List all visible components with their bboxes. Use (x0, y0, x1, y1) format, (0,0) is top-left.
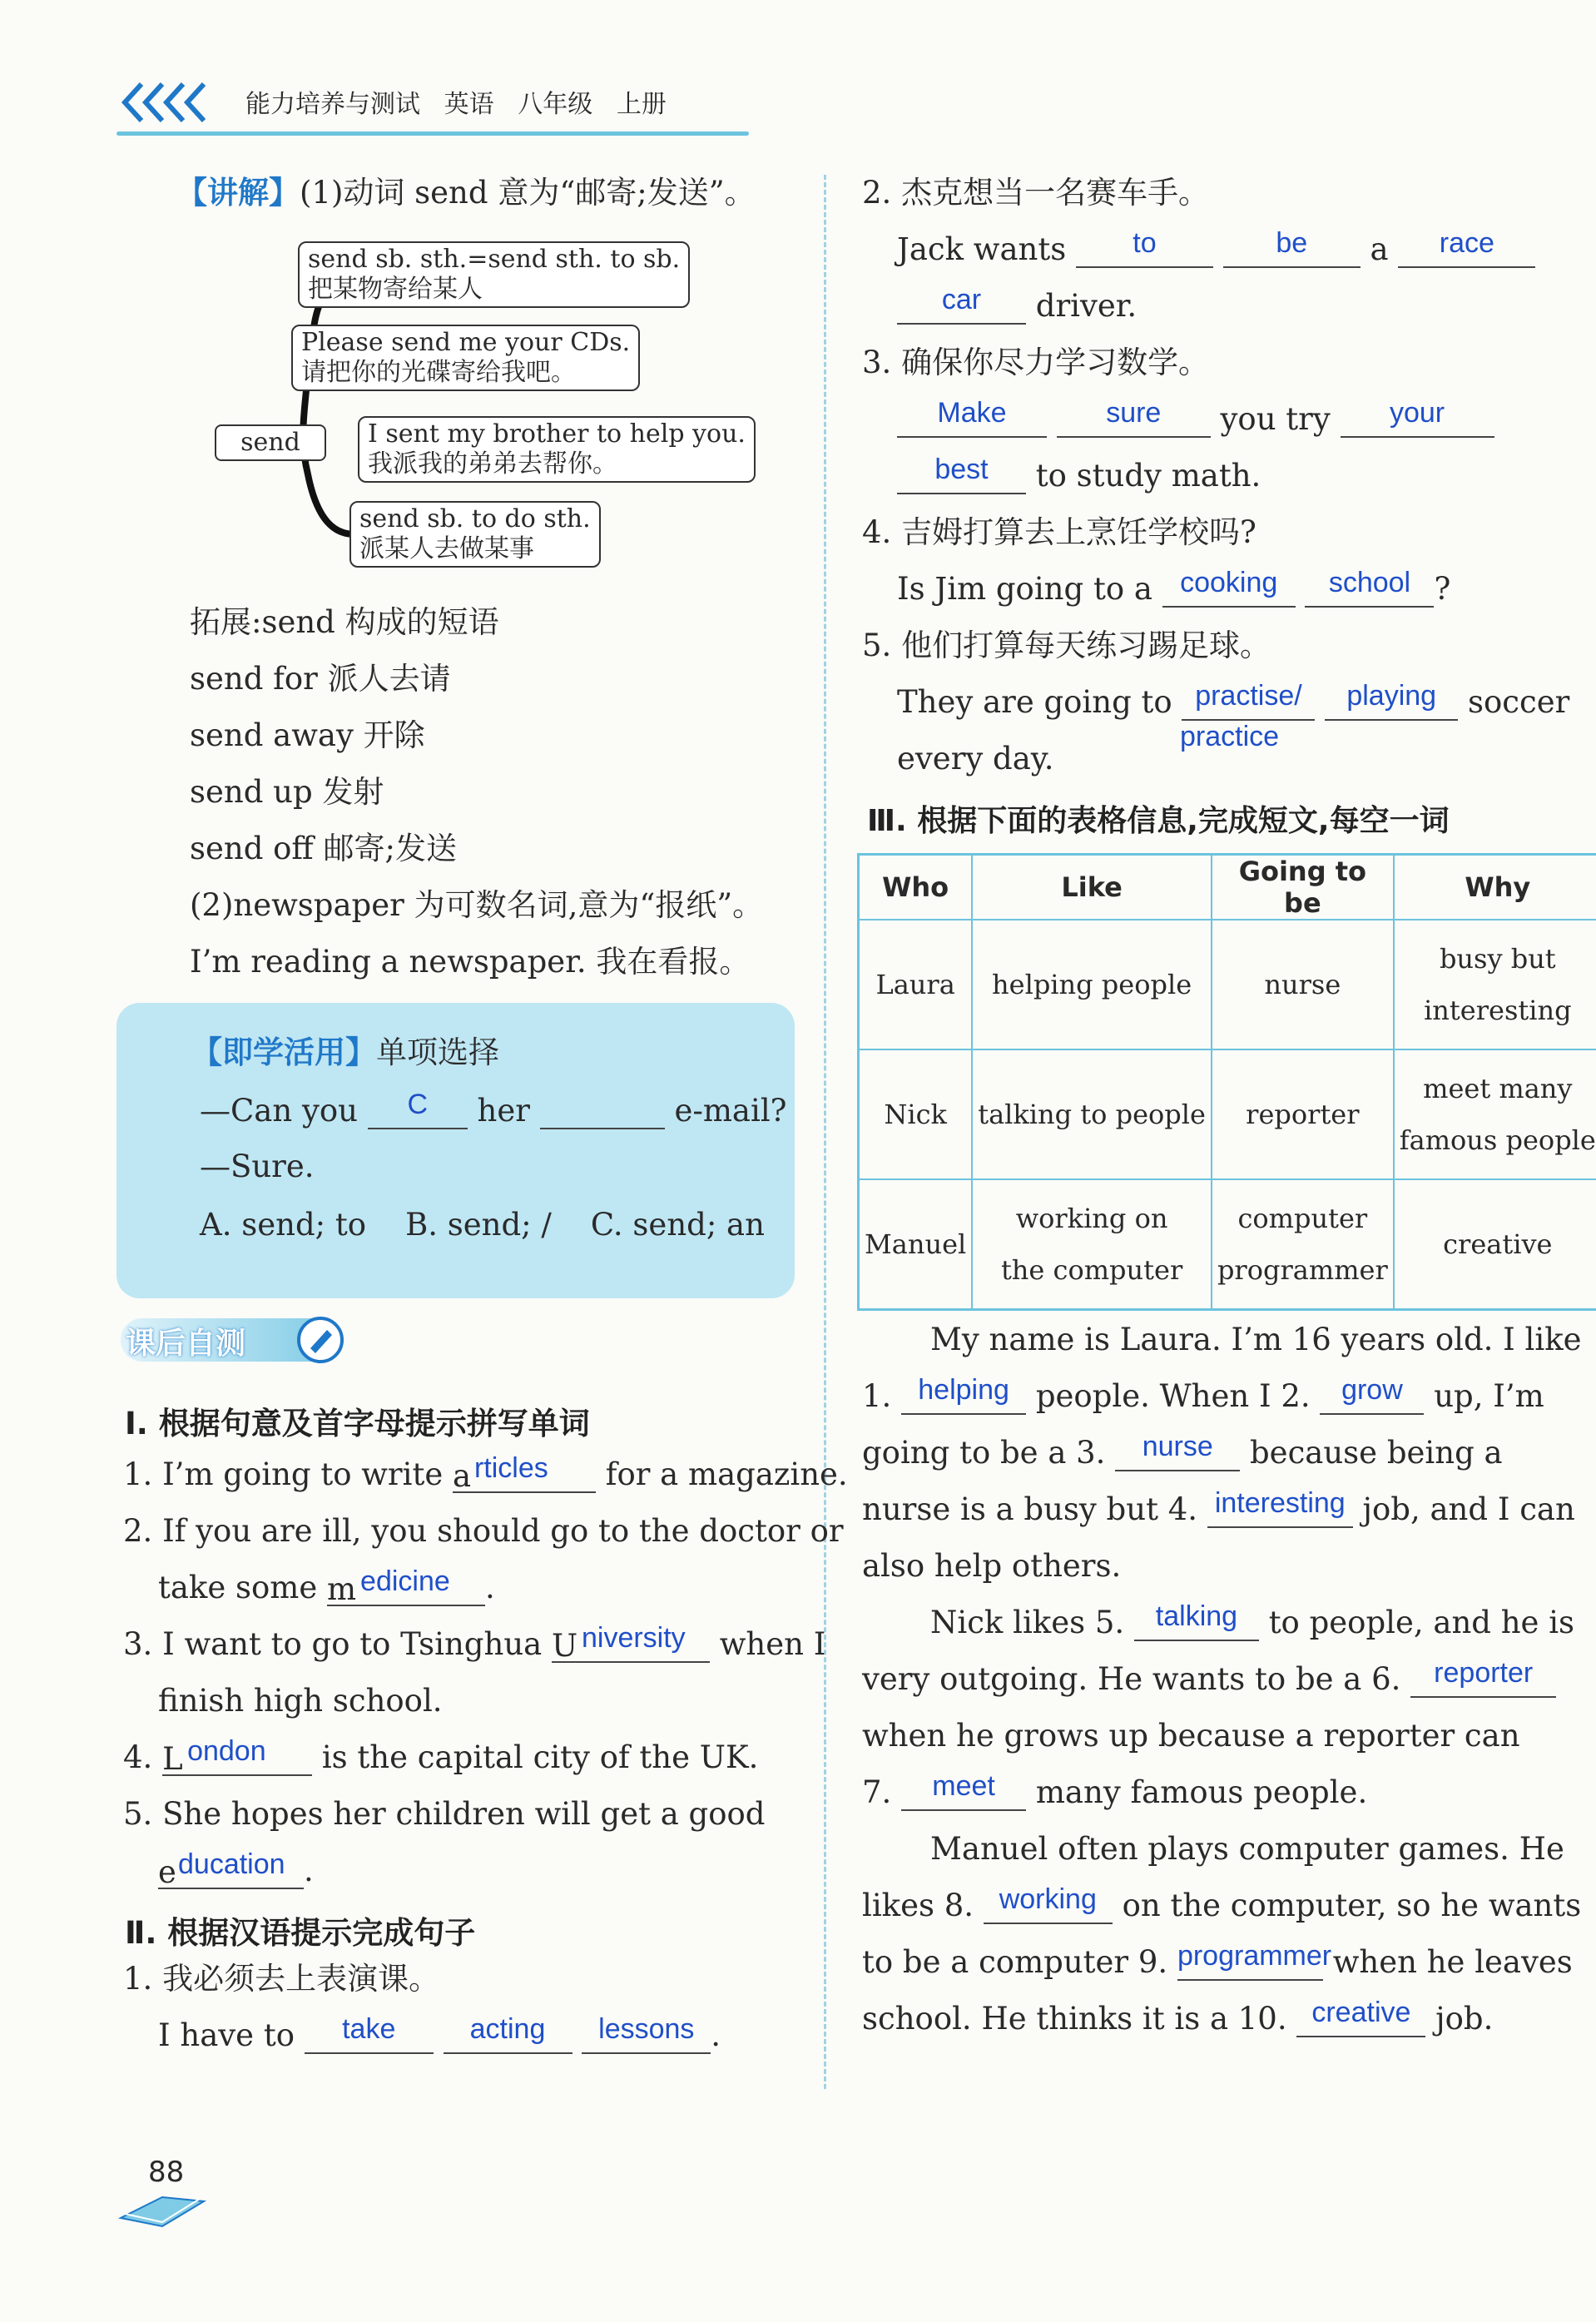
column-divider (824, 175, 826, 2089)
answer-blank[interactable]: school (1305, 573, 1434, 608)
header-rule (116, 131, 749, 136)
column-header: Going to be (1212, 855, 1394, 920)
cell-why: creative (1394, 1179, 1596, 1309)
practice-question: —Can you C her e-mail? (200, 1089, 787, 1129)
subject: 英语 (444, 90, 494, 119)
passage-line: when he grows up because a reporter can (862, 1718, 1520, 1754)
answer-blank[interactable]: nurse (1115, 1436, 1240, 1471)
cell-going: reporter (1212, 1049, 1394, 1179)
option-b: B. send; / (405, 1207, 552, 1243)
answer-blank[interactable]: be (1223, 233, 1361, 268)
passage-line: Manuel often plays computer games. He (930, 1831, 1564, 1867)
cell-going: nurse (1212, 920, 1394, 1049)
sec1-item-2a: 2. If you are ill, you should go to the doctor or (123, 1513, 844, 1549)
sec2-q5b: every day. (897, 741, 1054, 776)
passage-line: likes 8. working on the computer, so he wants (862, 1883, 1582, 1923)
chevrons-icon (116, 77, 225, 127)
cell-why: busy but interesting (1394, 920, 1596, 1049)
table-row (859, 920, 1596, 1049)
column-header: Who (859, 855, 973, 920)
passage-line: Nick likes 5. talking to people, and he is (930, 1600, 1575, 1640)
passage-line: also help others. (862, 1548, 1122, 1584)
cell-who: Manuel (859, 1179, 973, 1309)
answer-blank[interactable]: m edicine (327, 1571, 485, 1606)
diagram-box-1: send sb. sth.=send sth. to sb. 把某物寄给某人 (298, 241, 690, 308)
explain-line-1 (176, 175, 756, 211)
grade: 八年级 (518, 90, 593, 119)
page-number: 88 (148, 2156, 185, 2189)
cell-why: meet many famous people (1394, 1049, 1596, 1179)
diagram-box-4: send sb. to do sth. 派某人去做某事 (349, 501, 601, 568)
ext-item: send for 派人去请 (190, 661, 451, 697)
practice-panel (116, 1003, 795, 1298)
sec2-q5-cn: 5. 他们打算每天练习踢足球。 (862, 628, 1271, 663)
sec1-item-5a: 5. She hopes her children will get a good (123, 1796, 766, 1832)
sec1-item-5: e ducation . (158, 1848, 314, 1890)
sec2-q3-cn: 3. 确保你尽力学习数学。 (862, 345, 1210, 380)
sec2-q2-cn: 2. 杰克想当一名赛车手。 (862, 175, 1210, 211)
answer-blank[interactable]: Make (897, 403, 1047, 438)
ext-item: send off 邮寄;发送 (190, 831, 457, 866)
passage-line: school. He thinks it is a 10. creative job. (862, 1997, 1494, 2037)
answer-blank[interactable]: race (1398, 233, 1535, 268)
answer-blank[interactable]: C (368, 1094, 468, 1129)
answer-blank[interactable] (540, 1094, 665, 1129)
passage-line: 7. meet many famous people. (862, 1770, 1368, 1810)
sec1-item-1: 1. I’m going to write a rticles for a magazine. (123, 1452, 848, 1494)
answer-blank[interactable]: a rticles (453, 1458, 596, 1493)
passage-line: 1. helping people. When I 2. grow up, I’m (862, 1374, 1544, 1414)
answer-blank[interactable]: creative (1296, 2002, 1425, 2037)
pencil-icon (295, 1315, 345, 1365)
answer-blank[interactable]: to (1076, 233, 1213, 268)
cell-like: helping people (972, 920, 1212, 1049)
practice-label: 【即学活用】 (191, 1034, 376, 1070)
section-1-title: Ⅰ. 根据句意及首字母提示拼写单词 (125, 1406, 590, 1441)
section-3-title: Ⅲ. 根据下面的表格信息,完成短文,每空一词 (867, 804, 1450, 838)
diagram-center: send (215, 424, 326, 461)
answer-blank[interactable]: your (1341, 403, 1494, 438)
answer-blank[interactable]: interesting (1207, 1493, 1353, 1528)
sec2-q5: They are going to practise/ playing soccer (897, 680, 1570, 720)
answer-blank[interactable]: sure (1057, 403, 1211, 438)
answer-blank[interactable]: working (984, 1889, 1113, 1924)
answer-blank[interactable]: programmer (1177, 1946, 1323, 1981)
answer-blank[interactable]: practise/ (1182, 686, 1315, 721)
answer-blank[interactable]: playing (1325, 686, 1458, 721)
answer-blank[interactable]: reporter (1410, 1663, 1556, 1698)
explain-text: (1)动词 send 意为“邮寄;发送”。 (300, 175, 756, 211)
answer-blank[interactable]: acting (444, 2019, 572, 2054)
sec2-q3b: best to study math. (897, 458, 1261, 494)
sec2-q2b: car driver. (897, 288, 1137, 325)
self-test-label: 课后自测 (126, 1327, 246, 1361)
answer-blank[interactable]: helping (901, 1380, 1026, 1415)
table-row (859, 1179, 1596, 1309)
table-row (859, 1049, 1596, 1179)
diagram-box-3: I sent my brother to help you. 我派我的弟弟去帮你。 (358, 416, 756, 483)
sec1-item-3b: finish high school. (158, 1683, 443, 1719)
cell-going: computer programmer (1212, 1179, 1394, 1309)
volume: 上册 (616, 90, 667, 119)
sec1-item-2: take some m edicine . (158, 1565, 495, 1607)
answer-blank[interactable]: U niversity (552, 1628, 710, 1663)
answer-blank[interactable]: grow (1320, 1380, 1424, 1415)
ext-title: 拓展:send 构成的短语 (190, 604, 499, 640)
sec2-q5-alt-answer: practice (1180, 721, 1280, 752)
info-table (857, 853, 1596, 1311)
ext-item: send up 发射 (190, 774, 384, 810)
page-header (116, 73, 1589, 140)
practice-reply: —Sure. (200, 1149, 315, 1184)
sec2-q2: Jack wants to be a race (897, 231, 1535, 268)
explain-p3: I’m reading a newspaper. 我在看报。 (190, 944, 751, 980)
option-a: A. send; to (200, 1207, 367, 1243)
cell-like: working on the computer (972, 1179, 1212, 1309)
practice-heading (191, 1034, 499, 1071)
sec2-q1-cn: 1. 我必须去上表演课。 (123, 1961, 440, 1997)
passage-line: going to be a 3. nurse because being a (862, 1431, 1503, 1471)
answer-blank[interactable]: L ondon (162, 1741, 312, 1776)
answer-blank[interactable]: cooking (1162, 573, 1296, 608)
answer-blank[interactable]: lessons (582, 2019, 711, 2054)
column-header: Like (972, 855, 1212, 920)
ext-item: send away 开除 (190, 717, 425, 753)
send-diagram (208, 241, 791, 574)
cell-who: Nick (859, 1049, 973, 1179)
passage-line: very outgoing. He wants to be a 6. reporter (862, 1661, 1556, 1698)
sec1-item-3: 3. I want to go to Tsinghua U niversity when I (123, 1622, 826, 1664)
column-header: Why (1394, 855, 1596, 920)
answer-blank[interactable]: meet (901, 1776, 1026, 1811)
book-title: 能力培养与测试 (245, 90, 420, 119)
sec2-q4: Is Jim going to a cooking school ? (897, 567, 1451, 607)
practice-title: 单项选择 (376, 1034, 499, 1070)
passage-line: to be a computer 9. programmer when he leaves (862, 1940, 1573, 1980)
answer-blank[interactable]: take (305, 2019, 434, 2054)
cell-who: Laura (859, 920, 973, 1049)
table-header-row (859, 855, 1596, 920)
answer-blank[interactable]: talking (1134, 1606, 1259, 1641)
answer-blank[interactable]: e ducation (158, 1854, 304, 1889)
cell-like: talking to people (972, 1049, 1212, 1179)
diagram-box-2: Please send me your CDs. 请把你的光碟寄给我吧。 (291, 325, 640, 391)
passage-line: nurse is a busy but 4. interesting job, and I can (862, 1487, 1575, 1527)
answer-blank[interactable]: best (897, 459, 1026, 494)
explain-label: 【讲解】 (176, 175, 300, 211)
section-2-title: Ⅱ. 根据汉语提示完成句子 (125, 1915, 476, 1951)
practice-options (200, 1207, 765, 1243)
self-test-banner (121, 1315, 345, 1365)
sec2-q3: Make sure you try your (897, 401, 1494, 438)
explain-p2: (2)newspaper 为可数名词,意为“报纸”。 (190, 887, 764, 923)
page-footer (116, 2156, 216, 2230)
option-c: C. send; an (590, 1207, 765, 1243)
answer-blank[interactable]: car (897, 290, 1026, 325)
passage-line: My name is Laura. I’m 16 years old. I like (930, 1322, 1582, 1357)
sec1-item-4: 4. L ondon is the capital city of the UK. (123, 1735, 759, 1777)
sec2-q4-cn: 4. 吉姆打算去上烹饪学校吗? (862, 514, 1256, 550)
sec2-q1: I have to take acting lessons . (158, 2013, 721, 2053)
